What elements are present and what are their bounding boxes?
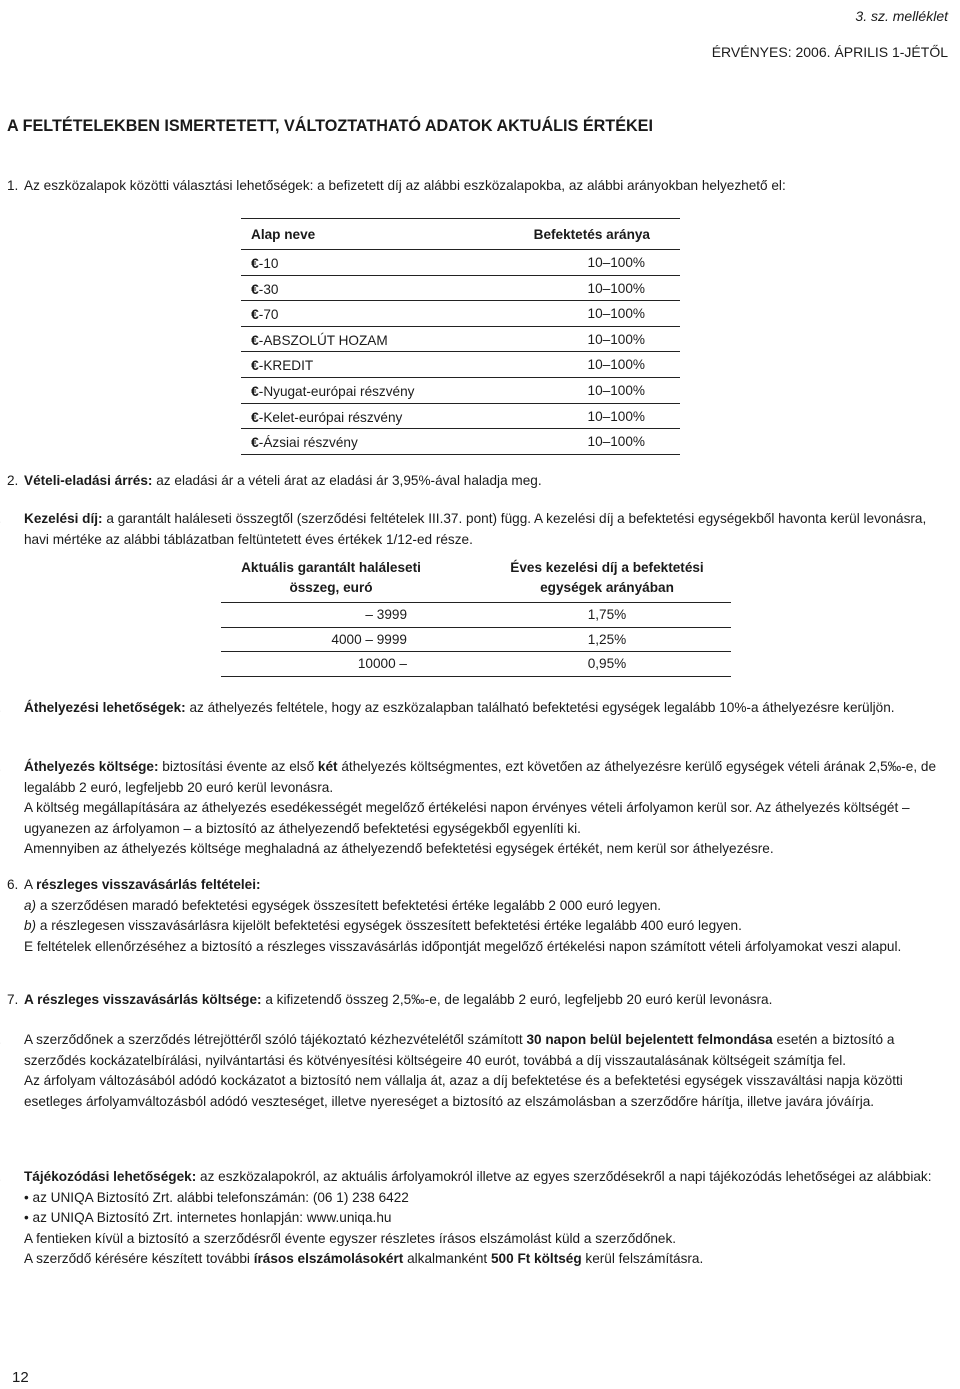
table-row (241, 378, 680, 404)
fee-table (221, 556, 731, 677)
table-row (241, 429, 680, 455)
table-row (221, 652, 731, 677)
table-row (241, 250, 680, 276)
section-8-text: A szerződőnek a szerződés létrejöttéről szóló tájékoztató kézhezvételétől számított (24, 1032, 527, 1047)
section-number (7, 1167, 24, 1188)
item-a-label: a) (24, 897, 37, 913)
section-number (7, 698, 24, 719)
section-5-text-cont: áthelyezés költségmentes, ezt követően az áthelyezésre kerülő egységek vételi árának 2,5‰-e, de legalább 2 euró, legfeljebb 20 euró kerül levonásra. (24, 759, 937, 795)
section-number: 2. (7, 473, 19, 488)
fund-name: -30 (258, 281, 279, 297)
section-6-paragraph-2: E feltételek ellenőrzéséhez a biztosító a részleges visszavásárlás időpontját megelőző értékelési napon számított vételi árfolyamokat veszi alapul. (24, 938, 902, 954)
section-2-text: az eladási ár a vételi árat az eladási ár 3,95%-ával haladja meg. (152, 473, 542, 488)
section-number: 7. (7, 992, 19, 1007)
section-9-paragraph-3 (24, 1249, 953, 1270)
section-6 (7, 875, 953, 957)
fee-cell: 1,75% (587, 607, 627, 622)
amount-cell: 4000 – 9999 (331, 631, 407, 647)
section-5-heading: Áthelyezés költsége: (24, 759, 159, 774)
column-header-amount: Aktuális garantált haláleseti összeg, euró (241, 560, 421, 595)
fee-cell: 1,25% (587, 631, 627, 647)
amount-cell: – 3999 (365, 607, 407, 622)
bullet-website: • az UNIQA Biztosító Zrt. internetes honlapján: www.uniqa.hu (24, 1210, 392, 1225)
column-header-fund-name: Alap neve (251, 227, 316, 242)
table-row (241, 301, 680, 327)
p3-emphasis-1: írásos elszámolásokért (253, 1251, 404, 1266)
fund-ratio: 10–100% (587, 408, 645, 424)
euro-icon: € (251, 434, 259, 451)
section-6-heading: részleges visszavásárlás feltételei: (36, 877, 261, 892)
p3-emphasis-2: 500 Ft költség (490, 1251, 582, 1266)
p3-text-3: kerül felszámításra. (581, 1251, 704, 1266)
section-2-heading: Vételi-eladási árrés: (24, 473, 153, 488)
section-6-prefix: A (24, 877, 37, 892)
fund-name: -Nyugat-európai részvény (258, 383, 415, 399)
fund-name: -Ázsiai részvény (258, 435, 358, 451)
fund-ratio: 10–100% (587, 434, 645, 450)
fund-ratio: 10–100% (587, 331, 645, 347)
section-5-paragraph-3: Amennyiben az áthelyezés költsége meghaladná az áthelyezendő befektetési egységek értékét, nem kerül sor áthelyezésre. (24, 841, 774, 856)
section-1 (7, 176, 953, 197)
section-8-emphasis: 30 napon belül bejelentett felmondása (526, 1032, 773, 1047)
section-5-emphasis: két (317, 759, 338, 774)
section-4-text: az áthelyezés feltétele, hogy az eszközalapban található befektetési egységek legalább 10%-a áthelyezésre kerüljön. (185, 700, 895, 715)
section-7-text: a kifizetendő összeg 2,5‰-e, de legalább 2 euró, legfeljebb 20 euró kerül levonásra. (261, 992, 773, 1007)
fund-ratio: 10–100% (587, 357, 645, 373)
euro-icon: € (251, 408, 259, 425)
euro-icon: € (251, 280, 259, 297)
fund-name: -10 (258, 256, 279, 271)
bullet-phone: • az UNIQA Biztosító Zrt. alábbi telefonszámán: (06 1) 238 6422 (24, 1189, 409, 1205)
euro-icon: € (251, 331, 259, 348)
section-5-paragraph-2: A költség megállapítására az áthelyezés esedékességét megelőző értékelési napon érvényes vételi árfolyamon kerül sor. Az áthelyezés költségét – ugyanezen az árfolyamon – a biztosító az áthelyezendő befektetési egységekből egyenlíti ki. (24, 800, 910, 836)
section-5 (7, 757, 953, 860)
section-8 (7, 1030, 953, 1112)
table-row (241, 327, 680, 353)
table-row (221, 628, 731, 653)
table-row (221, 603, 731, 628)
fund-table (241, 218, 680, 455)
section-4 (7, 698, 953, 719)
section-1-text: a befizetett díj az alábbi eszközalapokba, az alábbi arányokban helyezhető el: (313, 178, 786, 193)
section-9 (7, 1167, 953, 1270)
euro-icon: € (251, 357, 259, 374)
section-2 (7, 471, 953, 492)
item-b-text: a részlegesen visszavásárlásra kijelölt befektetési egységek összesített befektetési értéke legalább 400 euró legyen. (36, 918, 742, 933)
section-number (7, 757, 24, 778)
validity-date: ÉRVÉNYES: 2006. ÁPRILIS 1-JÉTŐL (711, 44, 948, 60)
section-1-heading: Az eszközalapok közötti választási lehetőségek: (24, 178, 314, 193)
euro-icon: € (251, 255, 259, 271)
section-number (7, 509, 24, 530)
item-b-label: b) (24, 918, 37, 933)
section-8-paragraph-2: Az árfolyam változásából adódó kockázatot a biztosító nem vállalja át, azaz a díj befektetése és a befektetési egységek visszaváltási napja közötti esetleges árfolyamváltozásból adódó veszteséget, illetve nyereséget a biztosító az elszámolásban a szerződőre hárítja, illetve javára jóváírja. (24, 1073, 903, 1109)
section-3-heading: Kezelési díj: (24, 511, 103, 526)
p3-text-2: alkalmanként (403, 1251, 491, 1266)
annex-label: 3. sz. melléklet (855, 8, 948, 24)
amount-cell: 10000 – (357, 656, 407, 671)
euro-icon: € (251, 382, 259, 399)
section-number: 1. (7, 178, 19, 193)
section-4-heading: Áthelyezési lehetőségek: (24, 700, 186, 715)
fund-ratio: 10–100% (587, 280, 645, 296)
column-header-ratio: Befektetés aránya (533, 227, 650, 242)
fund-name: -Kelet-európai részvény (258, 409, 403, 425)
section-9-paragraph-2: A fentieken kívül a biztosító a szerződésről évente egyszer részletes írásos elszámolást küld a szerződőnek. (24, 1230, 677, 1246)
fund-name: -KREDIT (258, 358, 314, 374)
section-7 (7, 990, 953, 1011)
fund-ratio: 10–100% (587, 306, 645, 322)
section-3 (7, 509, 953, 550)
section-7-heading: A részleges visszavásárlás költsége: (24, 992, 262, 1007)
page-title: A FELTÉTELEKBEN ISMERTETETT, VÁLTOZTATHATÓ ADATOK AKTUÁLIS ÉRTÉKEI (7, 117, 653, 135)
table-row (241, 404, 680, 430)
item-a-text: a szerződésen maradó befektetési egységek összesített befektetési értéke legalább 2 000 euró legyen. (36, 897, 662, 913)
section-9-heading: Tájékozódási lehetőségek: (24, 1169, 197, 1184)
fund-ratio: 10–100% (587, 255, 645, 270)
p3-text: A szerződő kérésére készített további (24, 1251, 254, 1266)
section-9-text: az eszközalapokról, az aktuális árfolyamokról illetve az egyes szerződésekről a napi tájékozódás lehetőségei az alábbiak: (196, 1169, 932, 1184)
euro-icon: € (251, 306, 259, 323)
column-header-fee: Éves kezelési díj a befektetési egységek arányában (510, 560, 704, 595)
fund-table-header (241, 218, 680, 250)
section-8-text-cont: esetén a biztosító a szerződés kockázatelbírálási, nyilvántartási és kötvényesítési költségeire 40 eurót, továbbá a díj visszautalásának költségeit számítja fel. (24, 1032, 895, 1068)
section-3-text: a garantált haláleseti összegtől (szerződési feltételek III.37. pont) függ. A kezelési díj a befektetési egységekből havonta kerül levonásra, havi mértéke az alábbi táblázatban feltüntetett éves értékek 1/12-ed része. (24, 511, 927, 547)
fund-name: -70 (258, 307, 279, 323)
page-number: 12 (12, 1369, 29, 1386)
fee-cell: 0,95% (587, 656, 627, 671)
table-row (241, 276, 680, 302)
fee-table-header (221, 556, 731, 603)
table-row (241, 352, 680, 378)
section-5-text: biztosítási évente az első (158, 759, 318, 774)
fund-name: -ABSZOLÚT HOZAM (258, 332, 388, 348)
section-number (7, 1030, 24, 1051)
section-number: 6. (7, 877, 19, 892)
fund-ratio: 10–100% (587, 382, 645, 398)
